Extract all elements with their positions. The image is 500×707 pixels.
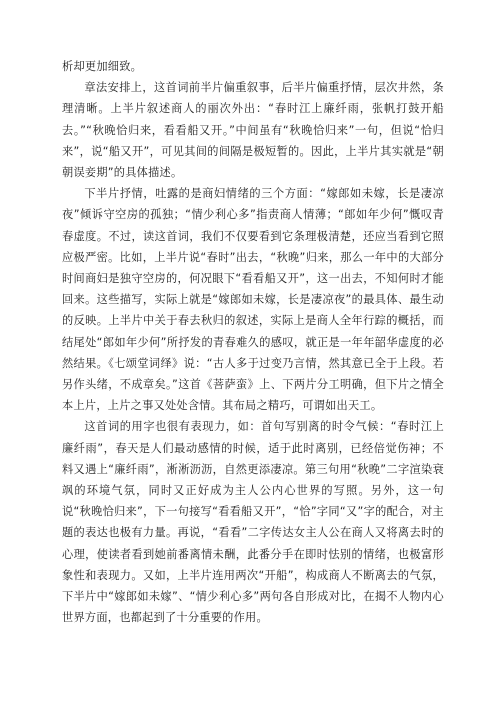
- paragraph-word-usage: 这首词的用字也很有表现力，如：首句写别离的时令气候：“春时江上廉纤雨”，春天是人们最动感情的时候，适于此时离别，已经倍觉伤神；不料又遇上“廉纤雨”，淅淅沥沥，自然更添凄凉。第三句用“秋晚”二字渲染衰飒的环境气氛，同时又正好成为主人公内心世界的写照。另外，这一句说“秋晚恰归来”，下一句接写“看看船又开”，“恰”字同“又”字的配合，对主题的表达也极有力量。再说，“看看”二字传达女主人公在商人又将离去时的心理，使读者看到她前番离情未酬，此番分手在即时怯别的情绪，也极富形象性和表现力。又如，上半片连用两次“开船”，构成商人不断离去的气氛，下半片中“嫁郎如未嫁”、“情少利心多”两句各自形成对比，在揭不人物内心世界方面，也都起到了十分重要的作用。: [62, 420, 444, 625]
- paragraph-lyric-emotion: 下半片抒情，吐露的是商妇情绪的三个方面：“嫁郎如未嫁，长是凄凉夜”倾诉守空房的孤独；“情少利心多”指责商人情薄；“郎如年少何”慨叹青春虚度。不过，读这首词，我们不仅要看到它条理极清楚，还应当看到它照应极严密。比如，上半片说“春时”出去，“秋晚”归来，那么一年中的大部分时间商妇是独守空房的，何况眼下“看看船又开”，这一出去，不知何时才能回来。这些描写，实际上就是“嫁郎如未嫁，长是凄凉夜”的最具体、最生动的反映。上半片中关于春去秋归的叙述，实际上是商人全年行踪的概括，而结尾处“郎如年少何”所抒发的青春难久的感叹，就正是一年年韶华虚度的必然结果。《七颂堂词绎》说：“古人多于过变乃言情，然其意已全于上段。若另作头绪，不成章矣。”这首《菩萨蛮》上、下两片分工明确，但下片之情全本上片，上片之事又处处含情。其布局之精巧，可谓如出天工。: [62, 187, 444, 413]
- paragraph-continuation: 析却更加细致。: [62, 60, 143, 73]
- paragraph-structure: 章法安排上，这首词前半片偏重叙事，后半片偏重抒情，层次井然，条理清晰。上半片叙述商人的丽次外出：“春时江上廉纤雨，张帆打鼓开船去。”“秋晚恰归来，看看船又开。”中间虽有“秋晚恰归来”一句，但说“恰归来”，说“船又开”，可见其间的间隔是极短暂的。因此，上半片其实就是“朝朝误妾期”的具体描述。: [62, 81, 444, 180]
- document-body: [62, 56, 444, 628]
